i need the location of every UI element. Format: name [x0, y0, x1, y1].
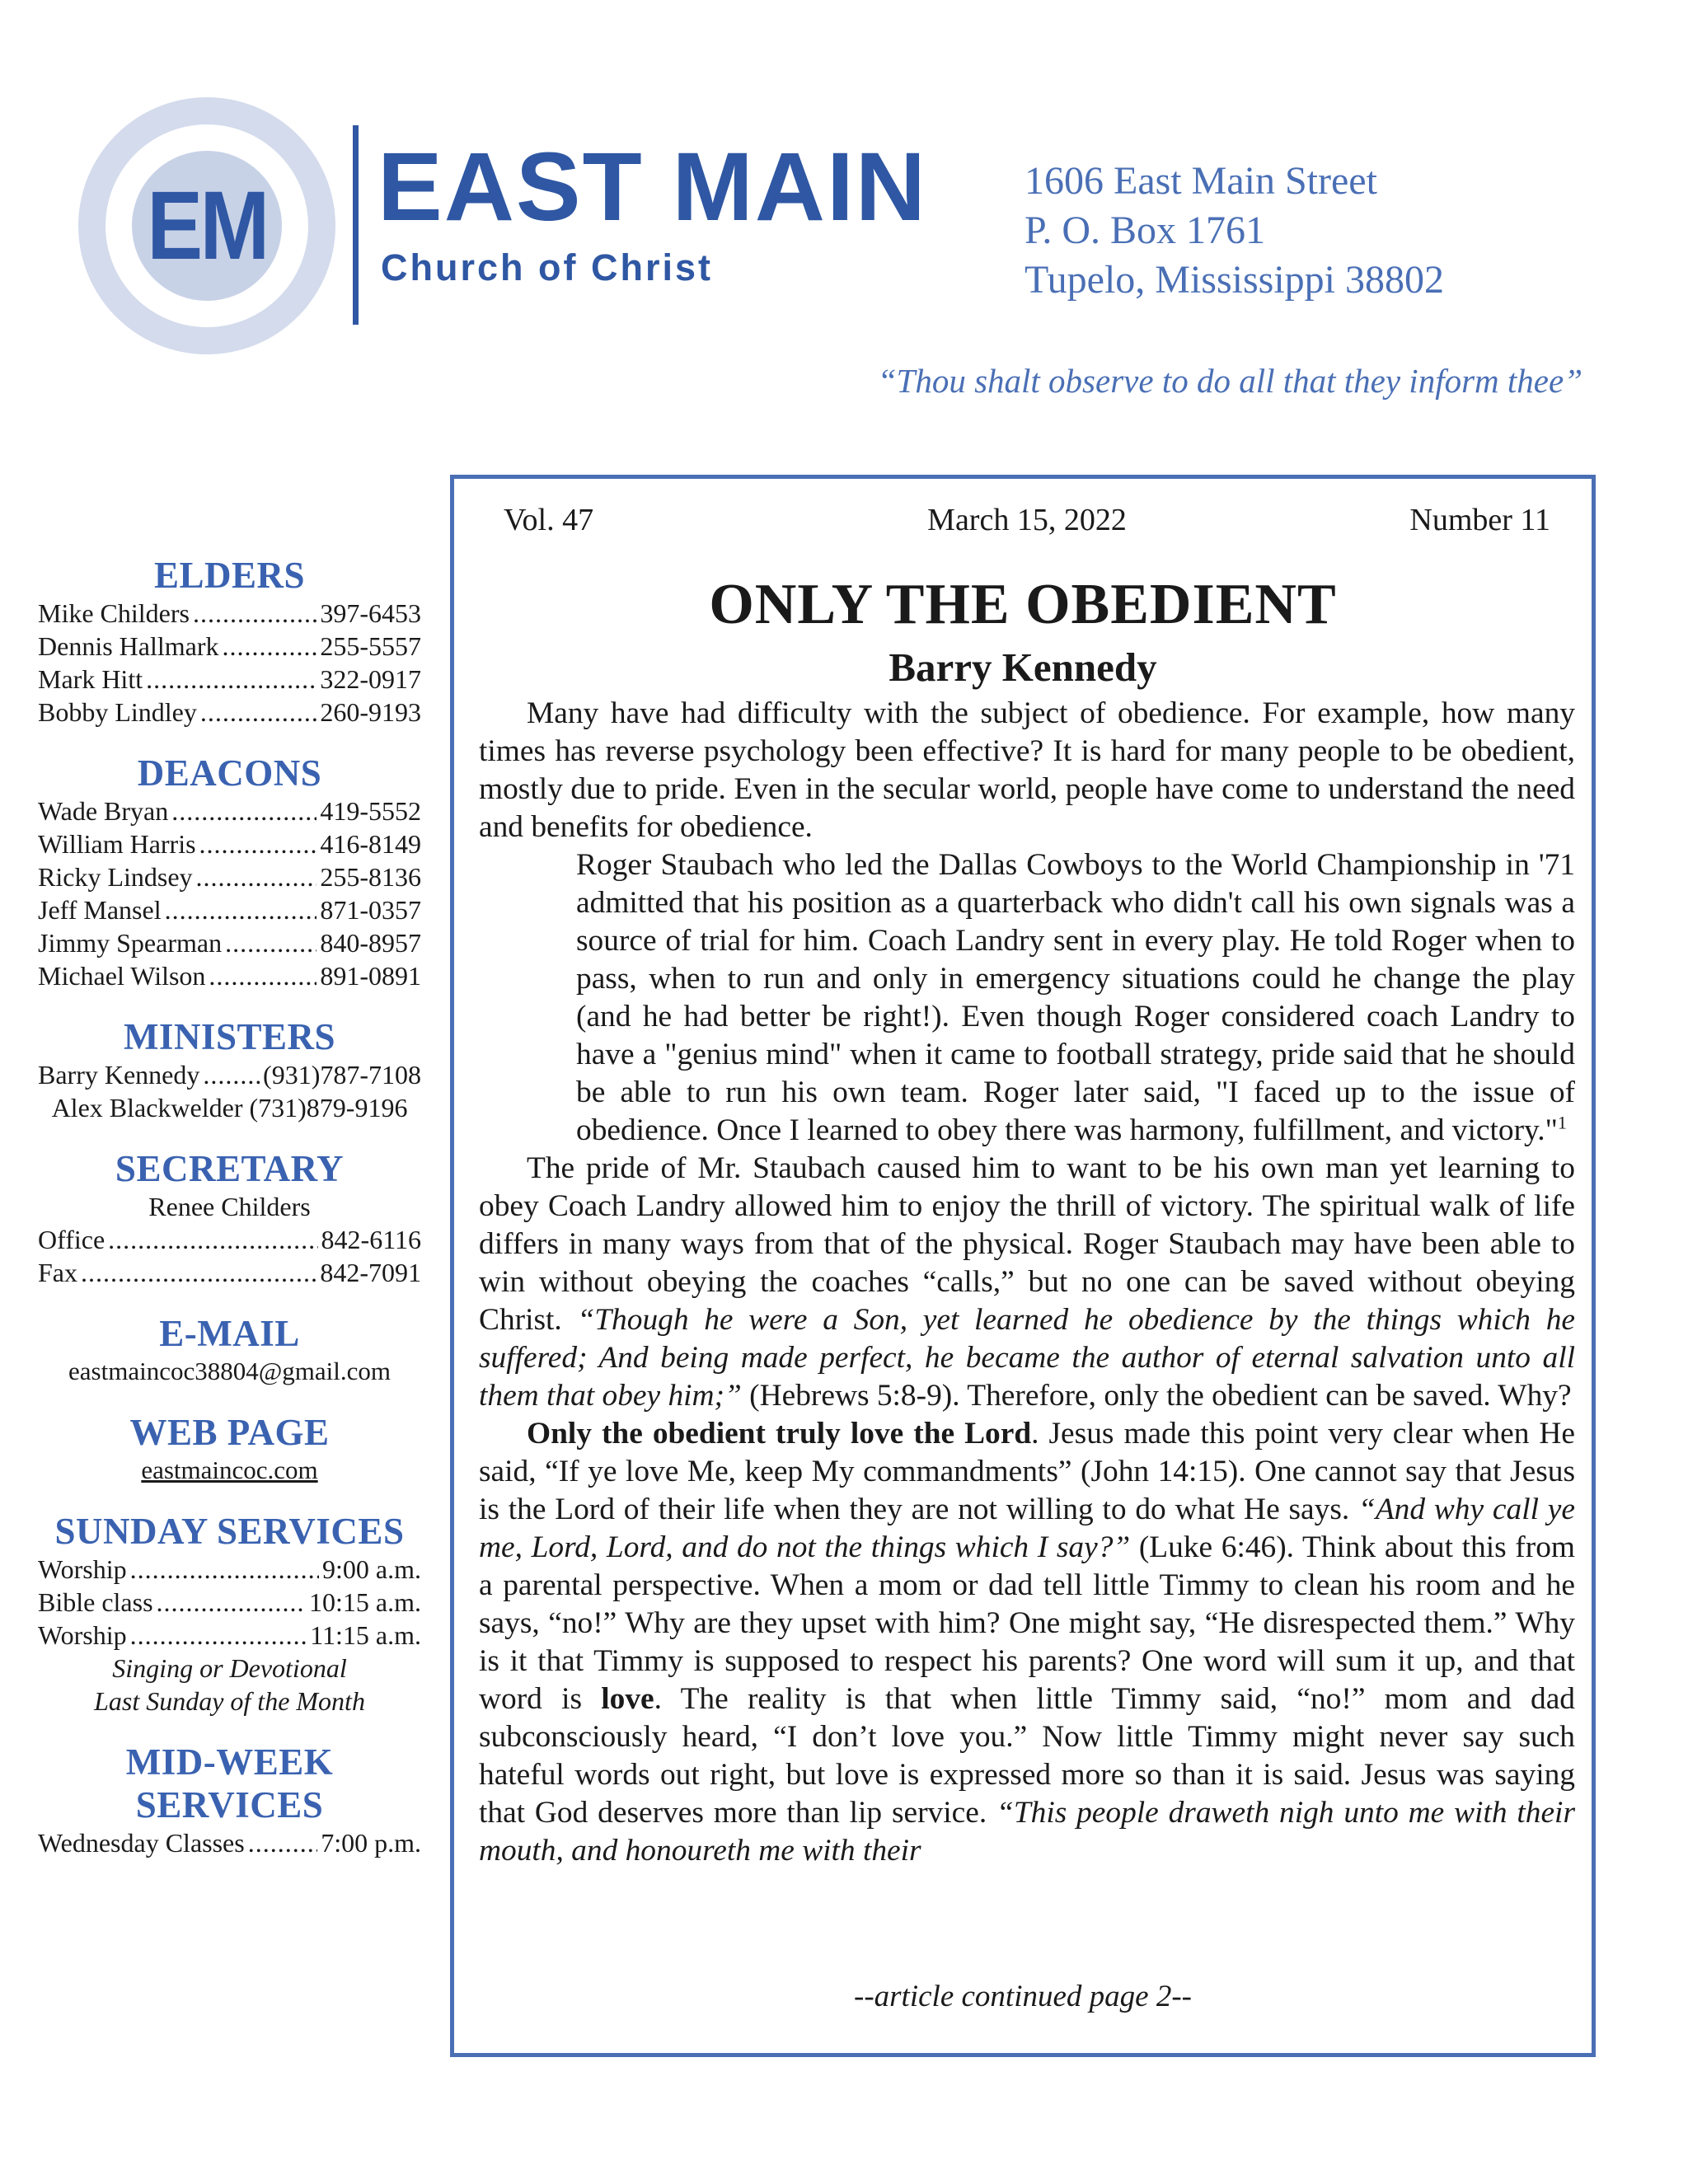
- continued-note: --article continued page 2--: [854, 1980, 1192, 2013]
- scripture-quote: “Though he were a Son, yet learned he obedience by the things which he suffered; And being made perfect, he became the author of eternal salvation unto all them that obey him;”: [479, 1303, 1575, 1413]
- elders-heading: ELDERS: [153, 555, 306, 596]
- deacon-phone: 255-8136: [320, 862, 421, 892]
- sunday-services-list: [38, 1553, 421, 1652]
- paragraph-text: . The reality is that when little Timmy said, “no!” mom and dad subconsciously heard, “I don’t love you.” Now little Timmy might never say such hateful words out right, but love is expressed more so than it is said. Jesus was saying that God deserves more than lip service.: [479, 1682, 1575, 1830]
- brand-subtitle: Church of Christ: [381, 246, 713, 288]
- service-row: [38, 1553, 421, 1586]
- secretary-name: Renee Childers: [148, 1192, 311, 1221]
- footnote-marker: 1: [1557, 1112, 1567, 1133]
- logo-initials: EM: [147, 171, 267, 280]
- paragraph-text: (Luke 6:46). Think about this from a parental perspective. When a mom or dad tell little Timmy to clean his room and he says, “no!” Why are they upset with him? One might say, “He disrespected them.” Why is it that Timmy is supposed to respect his parents? One word will sum it up, and that word is: [479, 1530, 1575, 1716]
- church-address: [1025, 157, 1444, 305]
- minister-row: [38, 1091, 421, 1124]
- deacon-name: Ricky Lindsey: [38, 862, 193, 892]
- scripture-quote: “This people draweth nigh unto me with their mouth, and honoureth me with their: [479, 1796, 1575, 1868]
- elder-name: Mike Childers: [38, 598, 190, 628]
- deacon-phone: 871-0357: [320, 895, 421, 925]
- minister-phone: (931)787-7108: [263, 1060, 421, 1090]
- issue-volume: Vol. 47: [504, 503, 594, 537]
- midweek-heading: [38, 1741, 421, 1826]
- webpage-link[interactable]: eastmaincoc.com: [141, 1455, 318, 1484]
- elder-phone: 255-5557: [320, 631, 421, 661]
- deacon-name: Jimmy Spearman: [38, 928, 223, 958]
- article-body: [479, 695, 1575, 1870]
- contact-label: Fax: [38, 1258, 77, 1287]
- deacon-row: [38, 959, 421, 992]
- minister-name: Barry Kennedy: [38, 1060, 200, 1090]
- issue-date: March 15, 2022: [927, 503, 1127, 537]
- article-box: [450, 475, 1596, 2057]
- service-row: [38, 1826, 421, 1859]
- emphasis-word: love: [601, 1682, 654, 1716]
- deacon-name: Wade Bryan: [38, 796, 169, 826]
- service-row: [38, 1619, 421, 1652]
- elder-row: [38, 630, 421, 663]
- email-heading: E-MAIL: [159, 1313, 300, 1354]
- deacon-name: Michael Wilson: [38, 961, 206, 991]
- article-title: ONLY THE OBEDIENT: [709, 573, 1337, 636]
- deacon-phone: 840-8957: [320, 928, 421, 958]
- service-time: 10:15 a.m.: [309, 1587, 421, 1617]
- elders-list: [38, 597, 421, 729]
- paragraph-text: . Jesus made this point very clear when He said, “If ye love Me, keep My commandments” (John 14:15). One cannot say that Jesus is the Lord of their life when they are not willing to do what He says.: [479, 1417, 1575, 1526]
- service-note: Singing or Devotional: [112, 1653, 347, 1683]
- address-line-pobox: P. O. Box 1761: [1025, 209, 1266, 252]
- elder-name: Dennis Hallmark: [38, 631, 219, 661]
- contact-phone: 842-6116: [321, 1225, 421, 1254]
- article-paragraph: [479, 1415, 1575, 1870]
- midweek-heading-line: SERVICES: [135, 1784, 324, 1825]
- elder-name: Mark Hitt: [38, 664, 143, 694]
- minister-name: Alex Blackwelder: [51, 1093, 243, 1122]
- deacon-row: [38, 794, 421, 827]
- contact-phone: 842-7091: [320, 1258, 421, 1287]
- deacon-row: [38, 893, 421, 926]
- deacon-name: Jeff Mansel: [38, 895, 162, 925]
- sidebar: [38, 554, 421, 1859]
- elder-row: [38, 663, 421, 696]
- tagline: “Thou shalt observe to do all that they inform thee”: [877, 362, 1582, 400]
- scripture-quote: “And why call ye me, Lord, Lord, and do not the things which I say?”: [479, 1493, 1575, 1564]
- deacons-heading: DEACONS: [137, 752, 322, 794]
- service-name: Bible class: [38, 1587, 153, 1617]
- deacons-list: [38, 794, 421, 992]
- minister-row: [38, 1058, 421, 1091]
- point-heading: Only the obedient truly love the Lord: [527, 1417, 1032, 1451]
- address-line-city: Tupelo, Mississippi 38802: [1025, 258, 1445, 302]
- elder-row: [38, 696, 421, 729]
- minister-phone: (731)879-9196: [249, 1093, 408, 1122]
- address-line-street: 1606 East Main Street: [1025, 159, 1377, 203]
- secretary-heading: SECRETARY: [115, 1148, 345, 1189]
- logo-divider: [353, 125, 359, 325]
- ministers-heading: MINISTERS: [123, 1016, 336, 1057]
- deacon-name: William Harris: [38, 829, 196, 859]
- service-name: Worship: [38, 1620, 127, 1650]
- contact-label: Office: [38, 1225, 106, 1254]
- webpage-heading: WEB PAGE: [129, 1412, 330, 1453]
- elder-name: Bobby Lindley: [38, 697, 197, 727]
- service-note: Last Sunday of the Month: [94, 1686, 365, 1716]
- email-address[interactable]: eastmaincoc38804@gmail.com: [68, 1357, 391, 1385]
- article-paragraph: Many have had difficulty with the subject of obedience. For example, how many times has reverse psychology been effective? It is hard for many people to be obedient, mostly due to pride. Even in the secular world, people have come to understand the need and benefits for obedience.: [479, 696, 1575, 844]
- service-time: 9:00 a.m.: [322, 1554, 421, 1584]
- paragraph-text: (Hebrews 5:8-9). Therefore, only the obedient can be saved. Why?: [741, 1379, 1572, 1413]
- secretary-fax-row: [38, 1256, 421, 1289]
- elder-phone: 397-6453: [320, 598, 421, 628]
- service-name: Wednesday Classes: [38, 1828, 245, 1858]
- deacon-row: [38, 860, 421, 893]
- sunday-services-heading: SUNDAY SERVICES: [54, 1511, 405, 1552]
- deacon-phone: 891-0891: [320, 961, 421, 991]
- ministers-list: [38, 1058, 421, 1124]
- article-author: Barry Kennedy: [889, 644, 1157, 690]
- block-quote: [576, 846, 1575, 1150]
- service-row: [38, 1586, 421, 1619]
- issue-number: Number 11: [1409, 503, 1550, 537]
- elder-row: [38, 597, 421, 630]
- midweek-heading-line: MID-WEEK: [125, 1741, 334, 1783]
- paragraph-text: The pride of Mr. Staubach caused him to want to be his own man yet learning to obey Coach Landry allowed him to enjoy the thrill of victory. The spiritual walk of life differs in many ways from that of the physical. Roger Staubach may have been able to win without obeying the coaches “calls,” but no one can be saved without obeying Christ.: [479, 1151, 1575, 1337]
- elder-phone: 322-0917: [320, 664, 421, 694]
- service-name: Worship: [38, 1554, 127, 1584]
- deacon-phone: 419-5552: [320, 796, 421, 826]
- brand-name: EAST MAIN: [377, 133, 927, 241]
- deacon-row: [38, 827, 421, 860]
- quote-text: Roger Staubach who led the Dallas Cowboys to the World Championship in '71 admitted that his position as a quarterback who didn't call his own signals was a source of trial for him. Coach Landry sent in every play. He told Roger when to pass, when to run and only in emergency situations could he change the play (and he had better be right!). Even though Roger considered coach Landry to have a "genius mind" when it came to football strategy, pride said that he should be able to run his own team. Roger later said, "I faced up to the issue of obedience. Once I learned to obey there was harmony, fulfillment, and victory.": [576, 848, 1575, 1147]
- secretary-office-row: [38, 1223, 421, 1256]
- article-paragraph: [479, 1150, 1575, 1415]
- deacon-phone: 416-8149: [320, 829, 421, 859]
- deacon-row: [38, 926, 421, 959]
- service-time: 11:15 a.m.: [310, 1620, 421, 1650]
- elder-phone: 260-9193: [320, 697, 421, 727]
- service-time: 7:00 p.m.: [321, 1828, 421, 1858]
